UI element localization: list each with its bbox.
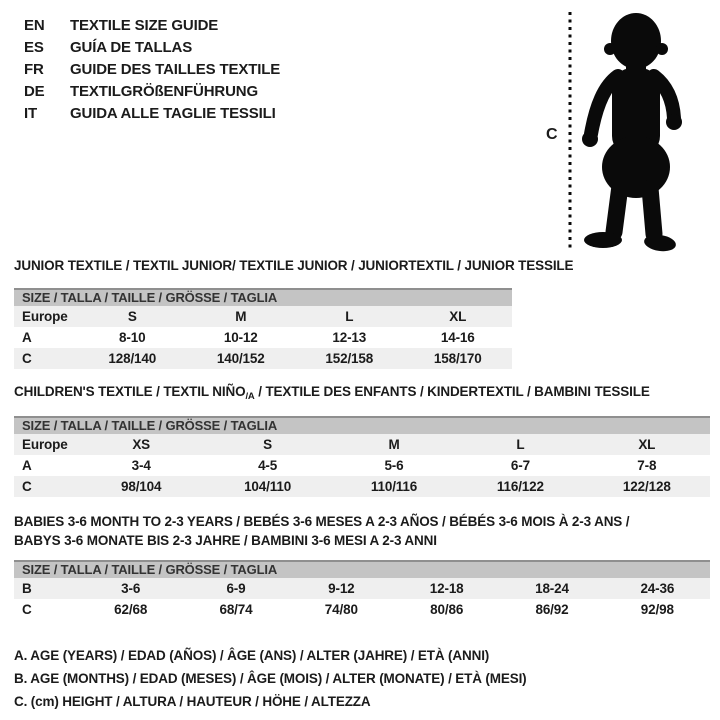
babies-title-line2: BABYS 3-6 MONATE BIS 2-3 JAHRE / BAMBINI 3-6 MESI A 2-3 ANNI — [14, 533, 437, 548]
size-cell: 110/116 — [370, 479, 418, 494]
size-cell: 10-12 — [223, 330, 258, 345]
note-height-cm: C. (cm) HEIGHT / ALTURA / HAUTEUR / HÖHE / ALTEZZA — [14, 694, 371, 709]
size-cell: 5-6 — [384, 458, 404, 473]
table-row-height — [14, 348, 512, 369]
babies-title-line1: BABIES 3-6 MONTH TO 2-3 YEARS / BEBÉS 3-6 MESES A 2-3 AÑOS / BÉBÉS 3-6 MOIS À 2-3 ANS / — [14, 514, 630, 529]
size-cell: 6-7 — [510, 458, 530, 473]
size-cell: 104/110 — [244, 479, 292, 494]
size-cell: 122/128 — [622, 479, 671, 494]
size-cell: 8-10 — [119, 330, 146, 345]
junior-size-table — [14, 288, 512, 369]
table-row-europe — [14, 306, 512, 327]
row-label: A — [22, 330, 32, 345]
size-cell: 9-12 — [328, 581, 355, 596]
size-cell: L — [516, 437, 525, 452]
language-row — [24, 59, 280, 81]
children-title-pre: CHILDREN'S TEXTILE / TEXTIL NIÑO — [14, 384, 246, 399]
size-cell: XL — [449, 309, 467, 324]
size-cell: 12-18 — [429, 581, 464, 596]
size-header-bar: SIZE / TALLA / TAILLE / GRÖSSE / TAGLIA — [14, 288, 512, 306]
height-figure — [540, 4, 716, 254]
size-cell: 158/170 — [433, 351, 482, 366]
size-cell: 6-9 — [226, 581, 246, 596]
size-cell: 14-16 — [440, 330, 475, 345]
size-cell: XL — [638, 437, 656, 452]
size-cell: 86/92 — [535, 602, 569, 617]
babies-table-title — [14, 512, 710, 550]
size-cell: 128/140 — [108, 351, 157, 366]
row-label: C — [22, 479, 32, 494]
size-cell: 18-24 — [535, 581, 569, 596]
size-cell: S — [127, 309, 137, 324]
children-title-sub: /A — [245, 390, 255, 402]
language-code: EN — [24, 17, 45, 34]
row-label: C — [22, 351, 32, 366]
section-children — [14, 384, 710, 497]
note-age-years: A. AGE (YEARS) / EDAD (AÑOS) / ÂGE (ANS) / ALTER (JAHRE) / ETÀ (ANNI) — [14, 648, 490, 663]
size-header-bar: SIZE / TALLA / TAILLE / GRÖSSE / TAGLIA — [14, 560, 710, 578]
language-label: GUIDE DES TAILLES TEXTILE — [70, 61, 281, 78]
children-title-post: / TEXTILE DES ENFANTS / KINDERTEXTIL / BAMBINI TESSILE — [254, 384, 650, 399]
language-row — [24, 81, 280, 103]
size-tables-area — [14, 258, 710, 713]
size-cell: M — [388, 437, 400, 452]
size-cell: 24-36 — [640, 581, 675, 596]
language-row — [24, 15, 280, 37]
size-cell: 80/86 — [430, 602, 464, 617]
table-row-months — [14, 578, 710, 599]
table-row-age — [14, 327, 512, 348]
row-label: B — [22, 581, 32, 596]
babies-size-table — [14, 560, 710, 620]
table-row-europe — [14, 434, 710, 455]
size-cell: 98/104 — [120, 479, 162, 494]
language-code: ES — [24, 39, 44, 56]
toddler-silhouette-figure — [540, 4, 716, 254]
language-row — [24, 37, 280, 59]
section-babies — [14, 512, 710, 620]
size-cell: 116/122 — [496, 479, 544, 494]
figure-height-label: C — [546, 126, 558, 143]
language-code: FR — [24, 61, 44, 78]
row-label: A — [22, 458, 32, 473]
language-label: GUIDA ALLE TAGLIE TESSILI — [70, 105, 276, 122]
size-cell: XS — [132, 437, 151, 452]
children-table-title — [14, 384, 710, 401]
children-size-table — [14, 416, 710, 497]
language-code: DE — [24, 83, 45, 100]
size-cell: 68/74 — [219, 602, 253, 617]
language-label: GUÍA DE TALLAS — [70, 39, 193, 56]
size-cell: 62/68 — [114, 602, 148, 617]
note-age-months: B. AGE (MONTHS) / EDAD (MESES) / ÂGE (MOIS) / ALTER (MONATE) / ETÀ (MESI) — [14, 671, 527, 686]
size-cell: L — [345, 309, 354, 324]
size-cell: 3-6 — [121, 581, 141, 596]
section-junior — [14, 258, 710, 369]
size-cell: 140/152 — [216, 351, 265, 366]
size-cell: 3-4 — [131, 458, 151, 473]
row-label: C — [22, 602, 32, 617]
size-cell: 152/158 — [325, 351, 374, 366]
size-cell: S — [263, 437, 273, 452]
size-cell: 7-8 — [637, 458, 657, 473]
language-label: TEXTILGRÖßENFÜHRUNG — [70, 83, 258, 100]
row-label: Europe — [22, 437, 68, 452]
table-row-age — [14, 455, 710, 476]
size-header-bar: SIZE / TALLA / TAILLE / GRÖSSE / TAGLIA — [14, 416, 710, 434]
language-code: IT — [24, 105, 38, 122]
language-list — [24, 15, 280, 125]
table-row-height — [14, 599, 710, 620]
table-row-height — [14, 476, 710, 497]
language-row — [24, 103, 280, 125]
row-label: Europe — [22, 309, 68, 324]
toddler-silhouette — [582, 13, 682, 253]
legend-notes — [14, 644, 710, 713]
size-cell: 74/80 — [324, 602, 358, 617]
size-cell: 4-5 — [258, 458, 278, 473]
language-label: TEXTILE SIZE GUIDE — [70, 17, 219, 34]
junior-table-title: JUNIOR TEXTILE / TEXTIL JUNIOR/ TEXTILE JUNIOR / JUNIORTEXTIL / JUNIOR TESSILE — [14, 258, 574, 273]
size-cell: 92/98 — [640, 602, 674, 617]
size-cell: 12-13 — [332, 330, 367, 345]
size-cell: M — [235, 309, 247, 324]
